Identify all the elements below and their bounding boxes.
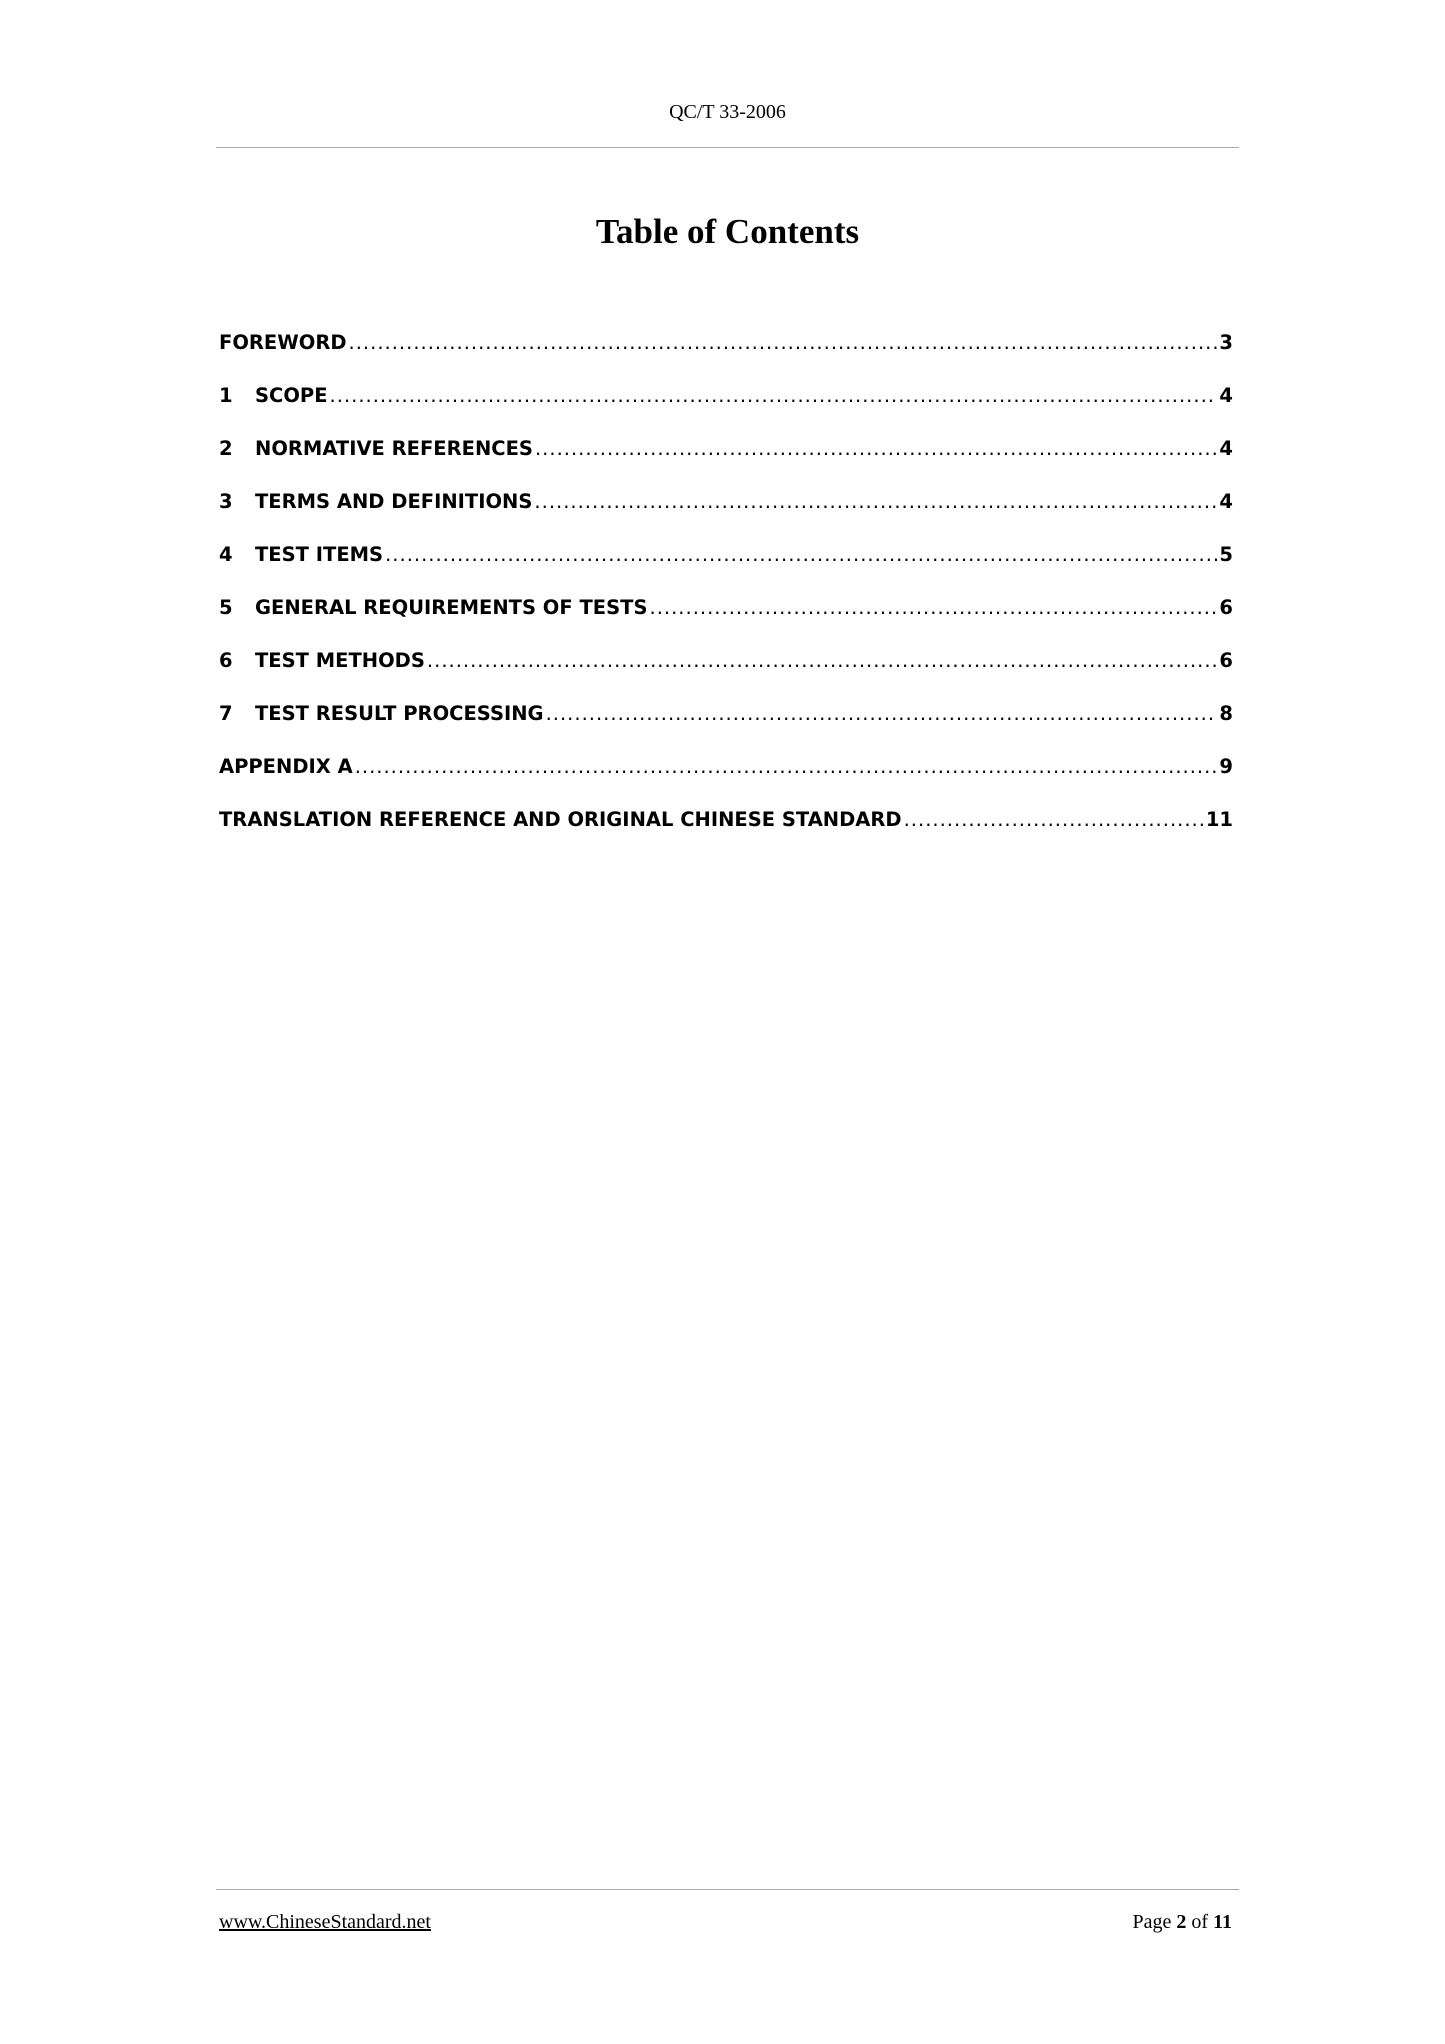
- toc-entry-title: GENERAL REQUIREMENTS OF TESTS: [255, 596, 648, 619]
- toc-entry-title: SCOPE: [255, 384, 328, 407]
- toc-leader-dots: [904, 803, 1204, 837]
- toc-leader-dots: [355, 750, 1218, 784]
- toc-entry-number: 7: [219, 702, 233, 725]
- toc-entry-title: TEST ITEMS: [255, 543, 384, 566]
- toc-entry-foreword[interactable]: [219, 326, 1233, 379]
- toc-entry-number: 5: [219, 596, 233, 619]
- toc-leader-dots: [535, 432, 1217, 466]
- toc-entry-normative-references[interactable]: [219, 432, 1233, 485]
- toc-entry-title: TEST METHODS: [255, 649, 425, 672]
- toc-entry-page: 3: [1219, 331, 1233, 354]
- toc-leader-dots: [385, 538, 1217, 572]
- footer-page-number: [1133, 1909, 1232, 1935]
- toc-entry-page: 6: [1219, 649, 1233, 672]
- toc-entry-title: APPENDIX A: [219, 755, 353, 778]
- toc-entry-test-items[interactable]: [219, 538, 1233, 591]
- toc-leader-dots: [546, 697, 1218, 731]
- header-divider: [216, 147, 1239, 148]
- toc-entry-number: 3: [219, 490, 233, 513]
- running-header: QC/T 33-2006: [669, 101, 786, 123]
- toc-entry-title: TRANSLATION REFERENCE AND ORIGINAL CHINESE STANDARD: [219, 808, 902, 831]
- toc-entry-title: TEST RESULT PROCESSING: [255, 702, 544, 725]
- toc-entry-test-result-processing[interactable]: [219, 697, 1233, 750]
- current-page: 2: [1176, 1911, 1187, 1933]
- toc-entry-translation-reference[interactable]: [219, 803, 1233, 856]
- total-pages: 11: [1213, 1911, 1232, 1933]
- toc-entry-page: 11: [1205, 808, 1233, 831]
- toc-entry-number: 2: [219, 437, 233, 460]
- toc-entry-scope[interactable]: [219, 379, 1233, 432]
- toc-leader-dots: [349, 326, 1218, 360]
- toc-entry-number: 4: [219, 543, 233, 566]
- toc-entry-page: 4: [1219, 437, 1233, 460]
- toc-entry-general-requirements[interactable]: [219, 591, 1233, 644]
- toc-leader-dots: [534, 485, 1217, 519]
- toc-leader-dots: [427, 644, 1218, 678]
- footer-divider: [216, 1889, 1239, 1890]
- toc-entry-terms-and-definitions[interactable]: [219, 485, 1233, 538]
- toc-entry-title: NORMATIVE REFERENCES: [255, 437, 533, 460]
- toc-entry-test-methods[interactable]: [219, 644, 1233, 697]
- toc-entry-page: 4: [1219, 384, 1233, 407]
- toc-leader-dots: [330, 379, 1218, 413]
- of-word: of: [1191, 1911, 1209, 1933]
- toc-entry-page: 4: [1219, 490, 1233, 513]
- table-of-contents: [219, 326, 1233, 856]
- toc-entry-page: 8: [1219, 702, 1233, 725]
- toc-entry-number: 6: [219, 649, 233, 672]
- toc-entry-page: 9: [1219, 755, 1233, 778]
- toc-entry-page: 5: [1219, 543, 1233, 566]
- toc-entry-title: TERMS AND DEFINITIONS: [255, 490, 533, 513]
- toc-entry-appendix-a[interactable]: [219, 750, 1233, 803]
- page-title: Table of Contents: [595, 212, 860, 251]
- toc-entry-title: FOREWORD: [219, 331, 347, 354]
- toc-entry-page: 6: [1219, 596, 1233, 619]
- page-word: Page: [1132, 1911, 1172, 1933]
- toc-entry-number: 1: [219, 384, 233, 407]
- footer-website-link[interactable]: www.ChineseStandard.net: [219, 1911, 431, 1933]
- toc-leader-dots: [650, 591, 1218, 625]
